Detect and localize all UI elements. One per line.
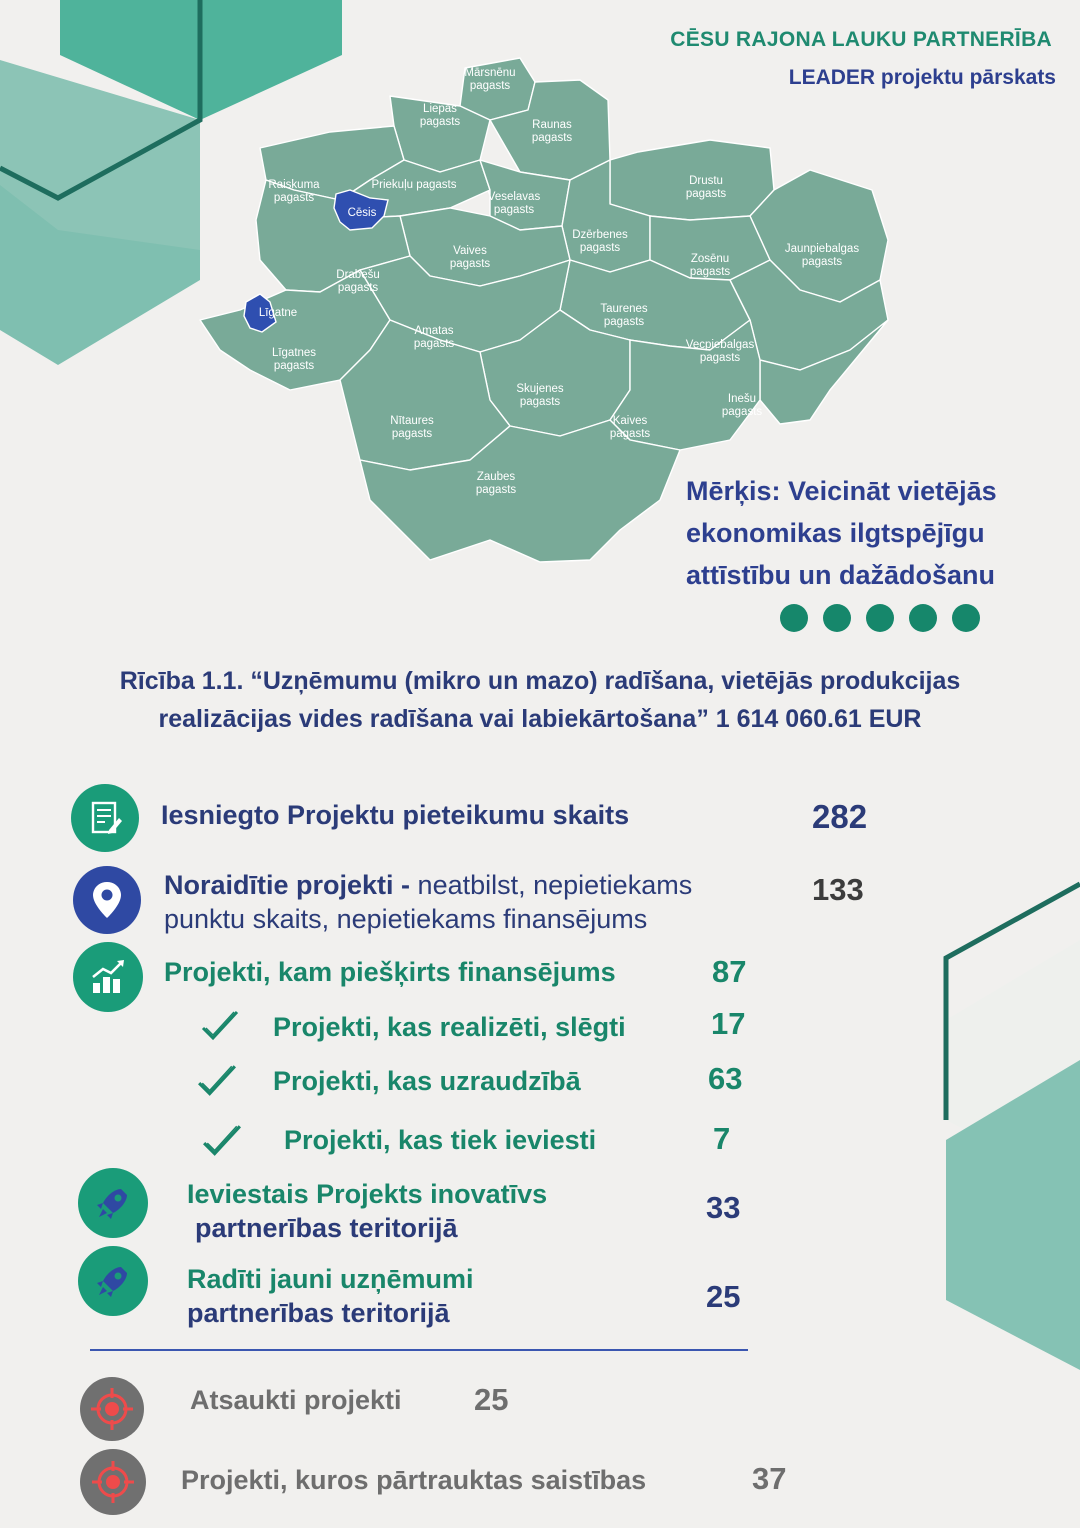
decor-dots <box>780 604 980 632</box>
organization-title: CĒSU RAJONA LAUKU PARTNERĪBA <box>670 28 1052 51</box>
map-label-drustu: Drustu pagasts <box>685 175 727 200</box>
check-icon <box>201 1122 243 1160</box>
map-label-zosenu: Zosēnu pagasts <box>689 253 731 278</box>
map-label-inesu: Inešu pagasts <box>721 393 763 418</box>
map-label-ligatnes: Līgatnes pagasts <box>271 347 317 372</box>
new-business-value: 25 <box>706 1279 741 1314</box>
implementing-value: 7 <box>713 1121 731 1156</box>
terminated-label: Projekti, kuros pārtrauktas saistības <box>181 1465 647 1495</box>
map-label-vaives: Vaives pagasts <box>449 245 491 270</box>
check-icon <box>196 1062 238 1100</box>
map-label-nitaures: Nītaures pagasts <box>390 415 434 440</box>
monitoring-value: 63 <box>708 1061 743 1096</box>
target-icon <box>80 1377 144 1441</box>
monitoring-label: Projekti, kas uzraudzībā <box>273 1066 581 1096</box>
funded-label: Projekti, kam piešķirts finansējums <box>164 957 616 987</box>
submitted-label: Iesniegto Projektu pieteikumu skaits <box>161 800 630 830</box>
map-label-ligatne: Līgatne <box>258 307 298 319</box>
new-business-label: Radīti jauni uzņēmumi partnerības teritorijā <box>187 1264 474 1328</box>
check-icon <box>200 1008 240 1044</box>
withdrawn-label: Atsaukti projekti <box>190 1385 402 1415</box>
target-icon <box>80 1449 146 1515</box>
map-label-skujenes: Skujenes pagasts <box>516 383 564 408</box>
divider <box>90 1349 748 1351</box>
rejected-label: Noraidītie projekti - neatbilst, nepietiekams punktu skaits, nepietiekams finansējums <box>164 870 693 934</box>
map-label-raunas: Raunas pagasts <box>531 119 573 144</box>
map-label-amatas: Amatas pagasts <box>413 325 455 350</box>
map-label-liepas: Liepas pagasts <box>419 103 461 128</box>
growth-chart-icon <box>73 942 143 1012</box>
map-label-taurenes: Taurenes pagasts <box>600 303 648 328</box>
report-subtitle: LEADER projektu pārskats <box>788 66 1056 89</box>
implementing-label: Projekti, kas tiek ieviesti <box>284 1125 597 1155</box>
map-label-raiskuma: Raiskuma pagasts <box>268 179 320 204</box>
map-label-dzerbenes: Dzērbenes pagasts <box>572 229 628 254</box>
rejected-value: 133 <box>812 872 864 907</box>
action-heading: Rīcība 1.1. “Uzņēmumu (mikro un mazo) radīšana, vietējās produkcijas realizācijas vides radīšana vai labiekārtošana” 1 614 060.61 EUR <box>119 667 961 733</box>
terminated-value: 37 <box>752 1461 787 1496</box>
map-label-priekulu: Priekuļu pagasts <box>371 179 457 191</box>
goal-statement: Mērķis: Veicināt vietējās ekonomikas ilgtspējīgu attīstību un dažādošanu <box>686 476 997 590</box>
document-icon <box>71 784 139 852</box>
closed-label: Projekti, kas realizēti, slēgti <box>273 1012 626 1042</box>
decor-hex-right <box>940 880 1080 1380</box>
map-label-zaubes: Zaubes pagasts <box>475 471 517 496</box>
location-pin-icon <box>73 866 141 934</box>
map-label-kaives: Kaives pagasts <box>609 415 651 440</box>
map-label-jaunpiebalgas: Jaunpiebalgas pagasts <box>784 243 860 268</box>
map-label-cesis: Cēsis <box>347 207 377 219</box>
innovative-value: 33 <box>706 1190 741 1225</box>
submitted-value: 282 <box>812 798 868 835</box>
map-label-vecpiebalgas: Vecpiebalgas pagasts <box>685 339 755 364</box>
innovative-label: Ieviestais Projekts inovatīvs partnerības teritorijā <box>187 1179 548 1243</box>
map-label-veselavas: Veselavas pagasts <box>487 191 541 216</box>
map-label-marsneni: Mārsnēnu pagasts <box>464 67 516 92</box>
rocket-icon <box>78 1246 148 1316</box>
rocket-icon <box>78 1168 148 1238</box>
funded-value: 87 <box>712 954 747 989</box>
closed-value: 17 <box>711 1006 746 1041</box>
map-label-drabesu: Drabešu pagasts <box>336 269 380 294</box>
withdrawn-value: 25 <box>474 1382 509 1417</box>
